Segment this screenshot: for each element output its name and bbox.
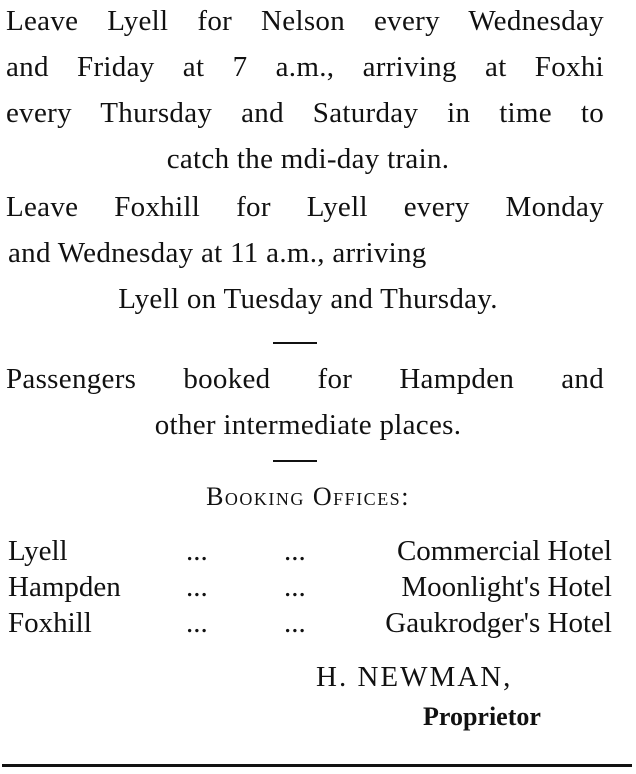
office-row [8,606,612,640]
leader-dots: ... [186,535,208,567]
office-row [8,534,612,568]
leader-dots: ... [284,571,306,603]
office-hotel: Commercial Hotel [396,535,612,567]
leader-dots: ... [284,535,306,567]
schedule-line-4: catch the mdi-day train. [166,143,450,175]
office-place: Foxhill [8,607,92,639]
office-hotel: Moonlight's Hotel [401,571,612,603]
leader-dots: ... [284,607,306,639]
leader-dots: ... [186,571,208,603]
passengers-line-1: Passengers booked for Hampden and [6,363,604,395]
schedule-line-6: and Wednesday at 11 a.m., arriving [8,237,427,269]
bottom-rule [2,764,632,767]
booking-offices-heading: Booking Offices: [206,482,410,511]
leader-dots: ... [186,607,208,639]
section-divider [273,460,317,462]
schedule-line-7: Lyell on Tuesday and Thursday. [118,283,498,315]
schedule-line-5: Leave Foxhill for Lyell every Monday [6,191,604,223]
office-row [8,570,612,604]
office-place: Hampden [8,571,121,603]
passengers-line-2: other intermediate places. [154,409,462,441]
office-place: Lyell [8,535,68,567]
schedule-line-1: Leave Lyell for Nelson every Wednesday [6,5,604,37]
section-divider [273,342,317,344]
schedule-line-2: and Friday at 7 a.m., arriving at Foxhi [6,51,604,83]
office-hotel: Gaukrodger's Hotel [385,607,612,639]
proprietor-title: Proprietor [423,702,541,731]
schedule-line-3: every Thursday and Saturday in time to [6,97,604,129]
proprietor-name: H. NEWMAN, [316,661,513,693]
